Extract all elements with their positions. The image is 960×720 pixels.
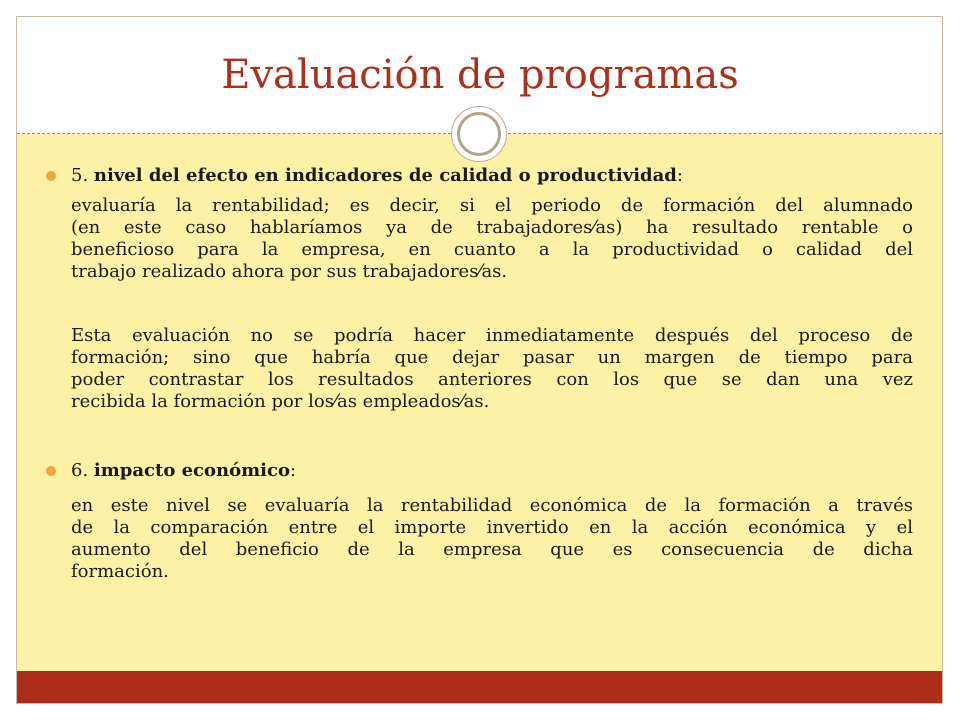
bullet-dot-icon	[46, 466, 56, 476]
bullet-heading	[71, 162, 683, 190]
paragraph-5-1	[71, 195, 913, 283]
paragraph-line: aumento del beneficio de la empresa que es consecuencia de dicha	[71, 539, 913, 560]
item-number: 6.	[71, 460, 89, 481]
paragraph-line: trabajo realizado ahora por sus trabajadores⁄as.	[71, 261, 508, 282]
item-suffix: :	[676, 165, 683, 186]
paragraph-line: formación; sino que habría que dejar pasar un margen de tiempo para	[71, 347, 913, 368]
item-suffix: :	[289, 460, 297, 481]
bullet-dot-icon	[46, 171, 56, 181]
paragraph-line: beneficioso para la empresa, en cuanto a la productividad o calidad del	[71, 239, 913, 260]
paragraph-6-1	[71, 495, 913, 583]
slide-title: Evaluación de programas	[221, 52, 739, 98]
paragraph-line: poder contrastar los resultados anteriores con los que se dan una vez	[71, 369, 913, 390]
ring-inner	[457, 112, 501, 156]
paragraph-line: Esta evaluación no se podría hacer inmediatamente después del proceso de	[71, 325, 913, 346]
footer-bar	[17, 671, 942, 703]
ring-ornament-icon	[451, 106, 507, 162]
paragraph-line: formación.	[71, 561, 169, 582]
paragraph-line: evaluaría la rentabilidad; es decir, si el periodo de formación del alumnado	[71, 195, 913, 216]
item-heading: impacto económico	[93, 460, 290, 481]
paragraph-line: recibida la formación por los⁄as empleados⁄as.	[71, 391, 490, 412]
paragraph-line: en este nivel se evaluaría la rentabilidad económica de la formación a través	[71, 495, 913, 516]
item-number: 5.	[71, 165, 89, 186]
paragraph-line: (en este caso hablaríamos ya de trabajadores⁄as) ha resultado rentable o	[71, 217, 913, 238]
paragraph-line: de la comparación entre el importe invertido en la acción económica y el	[71, 517, 913, 538]
paragraph-5-2	[71, 325, 913, 413]
item-heading: nivel del efecto en indicadores de calidad o productividad	[93, 165, 677, 186]
bullet-heading	[71, 457, 296, 485]
